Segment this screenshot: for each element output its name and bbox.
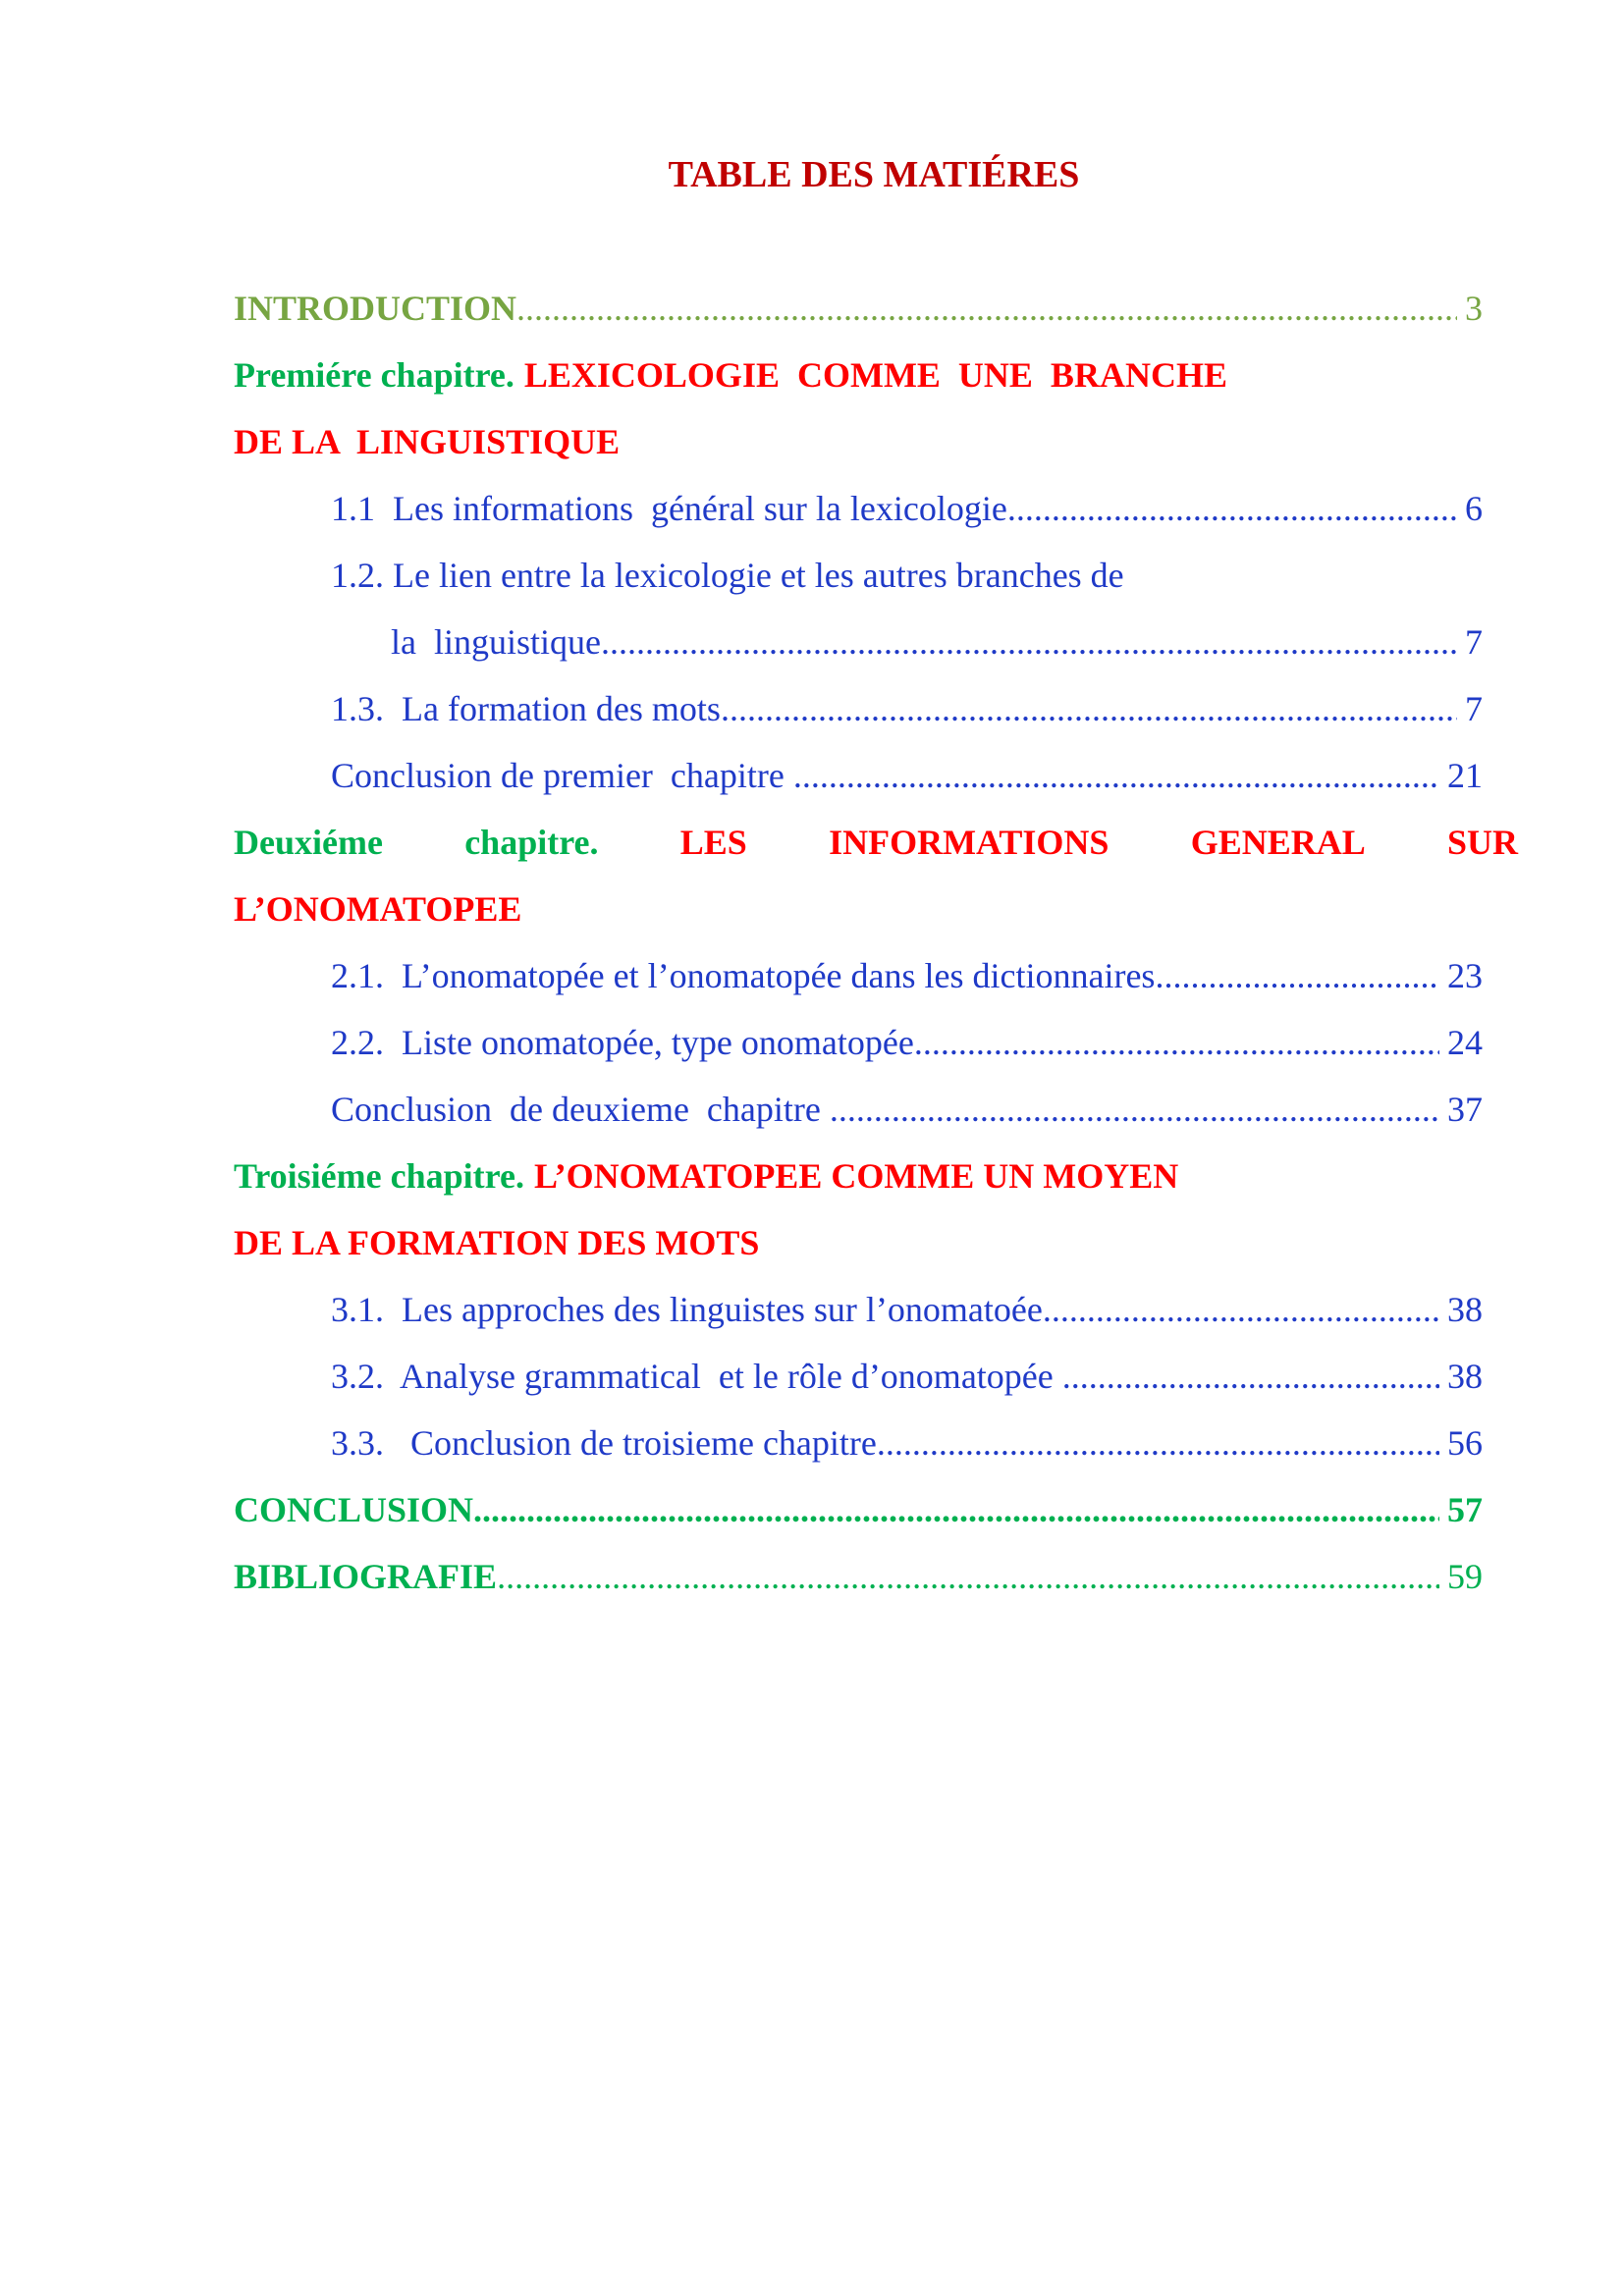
toc-page-number: 24 [1447, 1023, 1483, 1062]
toc-chapter-1-heading-cont [234, 420, 620, 463]
toc-chapter-3-heading[interactable] [234, 1154, 1178, 1198]
toc-page-number: 57 [1447, 1490, 1483, 1529]
toc-section-1-3[interactable] [331, 687, 1483, 730]
section-label: 2.2. Liste onomatopée, type onomatopée [331, 1023, 914, 1062]
chapter-label-word: Deuxiéme [234, 823, 383, 862]
section-label: 2.1. L’onomatopée et l’onomatopée dans les dictionnaires [331, 956, 1156, 995]
toc-page-number: 37 [1447, 1090, 1483, 1129]
toc-chapter-3-heading-cont [234, 1221, 759, 1264]
dot-leader [1155, 954, 1439, 997]
dot-leader [914, 1021, 1439, 1064]
toc-entry-label: CONCLUSION [234, 1490, 474, 1529]
toc-entry-label: BIBLIOGRAFIE [234, 1557, 498, 1596]
dot-leader [473, 1488, 1439, 1531]
page-title: TABLE DES MATIÉRES [668, 154, 1080, 195]
chapter-title-cont: DE LA LINGUISTIQUE [234, 422, 621, 461]
toc-section-2-2[interactable] [331, 1021, 1483, 1064]
toc-page-number: 59 [1447, 1557, 1483, 1596]
chapter-title: LEXICOLOGIE COMME UNE BRANCHE [523, 355, 1227, 395]
dot-leader [877, 1421, 1439, 1465]
toc-chapter-1-heading[interactable] [234, 353, 1227, 397]
dot-leader [516, 287, 1457, 330]
toc-page-number: 7 [1465, 622, 1483, 662]
dot-leader [830, 1088, 1439, 1131]
dot-leader [1007, 487, 1457, 530]
section-label: 3.3. Conclusion de troisieme chapitre [331, 1423, 877, 1463]
toc-page-number: 6 [1465, 489, 1483, 528]
chapter-title-word: LES [679, 823, 747, 862]
section-label: 3.1. Les approches des linguistes sur l’onomatoée [331, 1290, 1043, 1329]
dot-leader [721, 687, 1457, 730]
chapter-label: Troisiéme chapitre. [234, 1156, 524, 1196]
toc-section-2-conclusion[interactable] [331, 1088, 1483, 1131]
toc-page-number: 56 [1447, 1423, 1483, 1463]
toc-page-number: 38 [1447, 1357, 1483, 1396]
toc-entry-introduction[interactable] [234, 287, 1483, 330]
dot-leader [1043, 1288, 1439, 1331]
chapter-title-word: INFORMATIONS [829, 823, 1110, 862]
toc-page-number: 7 [1465, 689, 1483, 728]
toc-page-number: 21 [1447, 756, 1483, 795]
toc-entry-bibliography[interactable] [234, 1555, 1483, 1598]
toc-section-1-conclusion[interactable] [331, 754, 1483, 797]
toc-section-3-3[interactable] [331, 1421, 1483, 1465]
chapter-label: Premiére chapitre. [234, 355, 514, 395]
chapter-title-cont: DE LA FORMATION DES MOTS [234, 1223, 760, 1262]
toc-chapter-2-heading[interactable] [234, 821, 1518, 864]
toc-page-number: 23 [1447, 956, 1483, 995]
toc-section-1-2-cont[interactable] [391, 620, 1483, 664]
dot-leader [1062, 1355, 1439, 1398]
chapter-title: L’ONOMATOPEE COMME UN MOYEN [533, 1156, 1179, 1196]
chapter-title-word: SUR [1446, 823, 1518, 862]
toc-entry-label: INTRODUCTION [234, 289, 517, 328]
chapter-title-word: GENERAL [1190, 823, 1366, 862]
chapter-title-cont: L’ONOMATOPEE [234, 889, 522, 929]
toc-section-1-2[interactable] [331, 554, 1124, 597]
dot-leader [793, 754, 1439, 797]
toc-section-1-1[interactable] [331, 487, 1483, 530]
section-label: Conclusion de premier chapitre [331, 756, 793, 795]
toc-section-3-1[interactable] [331, 1288, 1483, 1331]
section-label-cont: la linguistique [391, 622, 601, 662]
section-label: Conclusion de deuxieme chapitre [331, 1090, 830, 1129]
toc-page-number: 3 [1465, 289, 1483, 328]
section-label: 1.2. Le lien entre la lexicologie et les autres branches de [331, 556, 1124, 595]
section-label: 1.3. La formation des mots [331, 689, 721, 728]
section-label: 3.2. Analyse grammatical et le rôle d’onomatopée [331, 1357, 1062, 1396]
dot-leader [601, 620, 1457, 664]
section-label: 1.1 Les informations général sur la lexicologie [331, 489, 1007, 528]
toc-section-2-1[interactable] [331, 954, 1483, 997]
toc-page-number: 38 [1447, 1290, 1483, 1329]
toc-entry-conclusion[interactable] [234, 1488, 1483, 1531]
dot-leader [497, 1555, 1439, 1598]
toc-chapter-2-heading-cont [234, 887, 521, 931]
toc-section-3-2[interactable] [331, 1355, 1483, 1398]
chapter-label-word: chapitre. [464, 823, 599, 862]
